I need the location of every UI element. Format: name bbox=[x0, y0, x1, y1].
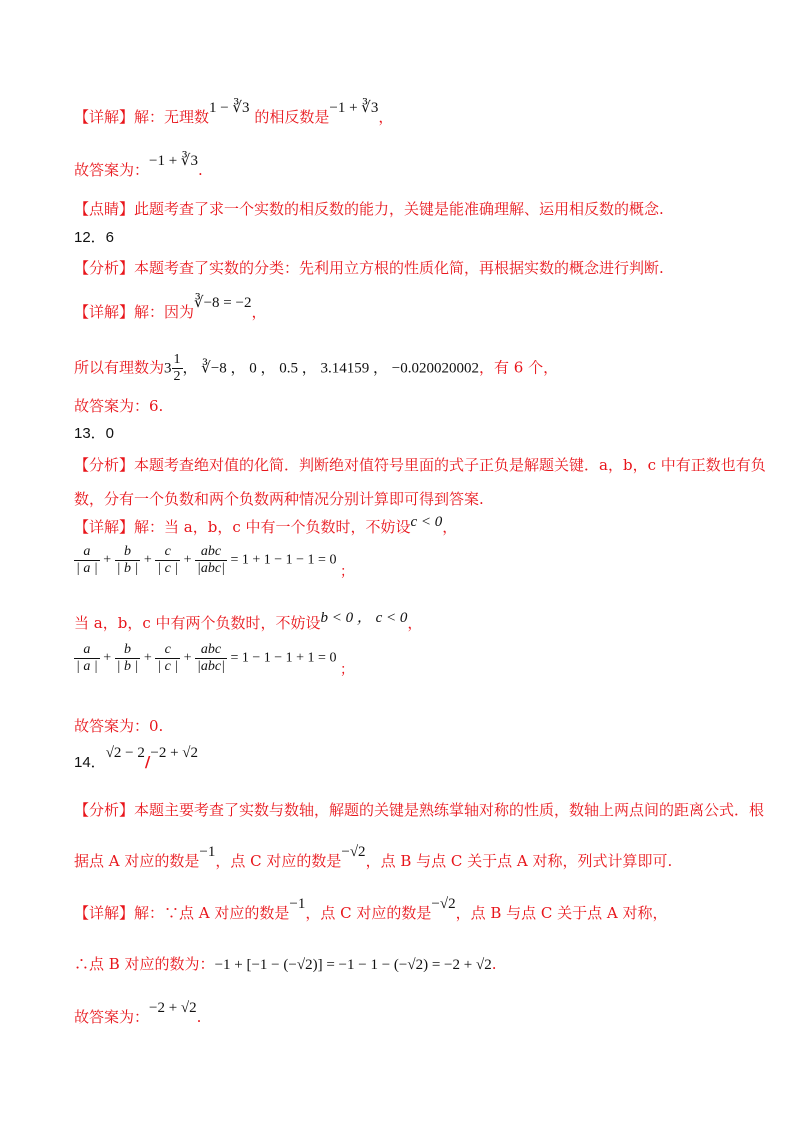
fraction-abc bbox=[195, 544, 227, 577]
tag-dianjing: 【点睛】 bbox=[74, 200, 135, 218]
solution-line-11 bbox=[74, 100, 394, 128]
numerator: a bbox=[74, 642, 100, 659]
denominator: |abc| bbox=[197, 659, 225, 674]
denominator: | c | bbox=[157, 561, 179, 576]
math-expr: −√2 bbox=[341, 844, 366, 860]
solution-line-13 bbox=[74, 514, 458, 538]
numerator: a bbox=[74, 544, 100, 561]
equation-result: = 1 − 1 − 1 + 1 = 0 bbox=[230, 650, 337, 666]
plus-sign: + bbox=[143, 552, 152, 568]
denominator: |abc| bbox=[197, 561, 225, 576]
text: 故答案为： bbox=[74, 161, 150, 179]
mixed-number-fraction bbox=[172, 352, 183, 385]
text: ∴点 B 对应的数为： bbox=[74, 955, 215, 973]
fraction-c bbox=[155, 544, 180, 577]
analysis-line-14a bbox=[74, 800, 764, 820]
numerator: abc bbox=[195, 544, 227, 561]
answer-line-13: 故答案为：0. bbox=[74, 717, 164, 735]
numerator: abc bbox=[195, 642, 227, 659]
text: ，点 C 对应的数是 bbox=[305, 904, 432, 922]
question-14-answer bbox=[74, 745, 199, 773]
text: 解：当 a，b，c 中有一个负数时，不妨设 bbox=[134, 518, 411, 536]
separator: / bbox=[144, 753, 151, 771]
text: ，点 B 与点 C 关于点 A 对称，列式计算即可. bbox=[365, 852, 673, 870]
text: ，点 B 与点 C 关于点 A 对称， bbox=[455, 904, 668, 922]
answer-1: √2 − 2 bbox=[105, 745, 145, 761]
rational-list-line bbox=[74, 352, 558, 385]
text: 当 a，b，c 中有两个负数时，不妨设 bbox=[74, 614, 321, 632]
text: 解：无理数 bbox=[134, 108, 210, 126]
tag-xiangjie: 【详解】 bbox=[74, 904, 135, 922]
math-expr: −1 bbox=[199, 844, 216, 860]
text: 本题主要考查了实数与数轴，解题的关键是熟练掌轴对称的性质，数轴上两点间的距离公式．根 bbox=[134, 801, 765, 819]
plus-sign: + bbox=[143, 650, 152, 666]
text: ，点 C 对应的数是 bbox=[215, 852, 342, 870]
denominator: | b | bbox=[116, 659, 139, 674]
comment-line-11 bbox=[74, 199, 664, 219]
denominator: | c | bbox=[157, 659, 179, 674]
text: 本题考查了实数的分类：先利用立方根的性质化简，再根据实数的概念进行判断. bbox=[134, 259, 664, 277]
question-number-12: 12．6 bbox=[74, 229, 115, 246]
equation-2 bbox=[74, 642, 354, 678]
equation-result: = 1 + 1 − 1 − 1 = 0 bbox=[230, 552, 337, 568]
semicolon: ； bbox=[339, 662, 354, 678]
tag-fenxi: 【分析】 bbox=[74, 456, 135, 474]
fraction-c bbox=[155, 642, 180, 675]
answer-line-14 bbox=[74, 1000, 202, 1028]
math-expr: c < 0 bbox=[410, 514, 443, 530]
math-expr: 1 − ∛3 bbox=[209, 100, 250, 116]
math-expr: −1 + ∛3 bbox=[149, 153, 198, 169]
answer-line-12: 故答案为：6. bbox=[74, 397, 164, 415]
numerator: c bbox=[155, 642, 180, 659]
numerator: c bbox=[155, 544, 180, 561]
text: ， bbox=[251, 303, 267, 321]
equation-1 bbox=[74, 544, 354, 580]
math-list: ， ∛−8 ， 0 ， 0.5 ， 3.14159 ， −0.020020002 bbox=[182, 360, 479, 377]
answer-2: −2 + √2 bbox=[150, 745, 199, 761]
answer-line-11 bbox=[74, 153, 203, 181]
text: 解：∵点 A 对应的数是 bbox=[134, 904, 290, 922]
analysis-line-13b: 数，分有一个负数和两个负数两种情况分别计算即可得到答案. bbox=[74, 490, 484, 508]
plus-sign: + bbox=[183, 650, 192, 666]
text: ，有 6 个， bbox=[479, 358, 559, 377]
denominator: | b | bbox=[116, 561, 139, 576]
numerator: 1 bbox=[173, 352, 181, 367]
text: 此题考查了求一个实数的相反数的能力，关键是能准确理解、运用相反数的概念. bbox=[134, 200, 664, 218]
fraction-a bbox=[74, 642, 100, 675]
fraction-b bbox=[115, 544, 141, 577]
solution-line-12 bbox=[74, 295, 267, 323]
text: ， bbox=[407, 614, 423, 632]
text: . bbox=[196, 1008, 202, 1026]
mixed-number-whole: 3 bbox=[164, 360, 172, 377]
numerator: b bbox=[115, 544, 141, 561]
denominator: 2 bbox=[173, 369, 181, 384]
solution-line-14 bbox=[74, 896, 668, 924]
math-expr: −1 + [−1 − (−√2)] = −1 − 1 − (−√2) = −2 + √2 bbox=[214, 957, 492, 973]
math-expr: −1 + ∛3 bbox=[329, 100, 379, 116]
text: 本题考查绝对值的化简．判断绝对值符号里面的式子正负是解题关键．a，b，c 中有正数也有负 bbox=[134, 456, 766, 474]
text: 解：因为 bbox=[134, 303, 195, 321]
plus-sign: + bbox=[103, 552, 112, 568]
math-expr: ∛−8 = −2 bbox=[194, 295, 252, 311]
denominator: | a | bbox=[76, 659, 98, 674]
text: . bbox=[198, 161, 203, 179]
text: 据点 A 对应的数是 bbox=[74, 852, 200, 870]
fraction-b bbox=[115, 642, 141, 675]
analysis-line-14b bbox=[74, 844, 673, 872]
fraction-abc bbox=[195, 642, 227, 675]
question-number-14: 14． bbox=[74, 754, 106, 771]
plus-sign: + bbox=[103, 650, 112, 666]
question-number-13: 13．0 bbox=[74, 425, 115, 442]
computation-line-14 bbox=[74, 954, 497, 975]
plus-sign: + bbox=[183, 552, 192, 568]
text: ， bbox=[442, 518, 458, 536]
analysis-line-13a bbox=[74, 455, 766, 475]
math-expr: b < 0 ， c < 0 bbox=[320, 610, 408, 626]
tag-xiangjie: 【详解】 bbox=[74, 303, 135, 321]
tag-xiangjie: 【详解】 bbox=[74, 108, 135, 126]
tag-xiangjie: 【详解】 bbox=[74, 518, 135, 536]
math-expr: −2 + √2 bbox=[149, 1000, 197, 1016]
fraction-a bbox=[74, 544, 100, 577]
solution-line-13b bbox=[74, 610, 423, 634]
text: 的相反数是 bbox=[254, 108, 330, 126]
tag-fenxi: 【分析】 bbox=[74, 801, 135, 819]
text: ， bbox=[378, 108, 394, 126]
text: 故答案为： bbox=[74, 1008, 150, 1026]
semicolon: ； bbox=[339, 564, 354, 580]
tag-fenxi: 【分析】 bbox=[74, 259, 135, 277]
math-expr: −√2 bbox=[431, 896, 456, 912]
text: . bbox=[491, 955, 497, 973]
math-expr: −1 bbox=[289, 896, 306, 912]
denominator: | a | bbox=[76, 561, 98, 576]
text: 所以有理数为 bbox=[74, 358, 165, 377]
analysis-line-12 bbox=[74, 258, 664, 278]
numerator: b bbox=[115, 642, 141, 659]
